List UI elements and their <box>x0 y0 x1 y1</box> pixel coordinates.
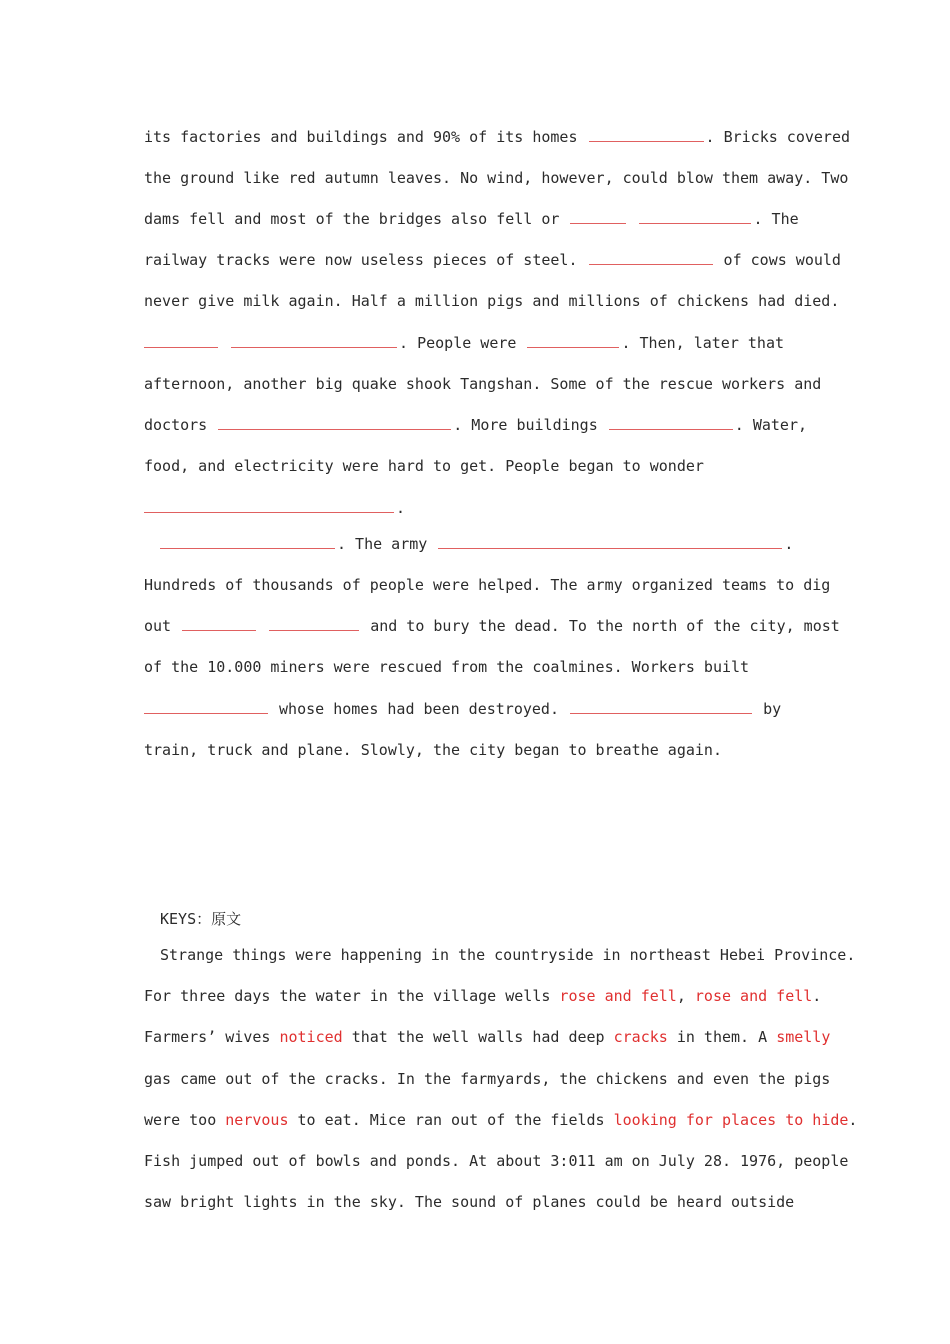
answer-blank[interactable] <box>218 428 451 430</box>
exercise-line-10: . <box>144 498 405 518</box>
exercise-line-5: never give milk again. Half a million pigs and millions of chickens had died. <box>144 292 840 310</box>
keys-line-5: were too nervous to eat. Mice ran out of the fields looking for places to hide. <box>144 1111 858 1129</box>
answer-text: smelly <box>776 1028 831 1046</box>
exercise-line-9: food, and electricity were hard to get. People began to wonder <box>144 457 704 475</box>
exercise-line-8: doctors . More buildings . Water, <box>144 416 808 434</box>
keys-line-1: Strange things were happening in the countryside in northeast Hebei Province. <box>160 946 856 964</box>
exercise-line-11: . The army . <box>160 534 793 554</box>
answer-blank[interactable] <box>570 712 752 714</box>
answer-blank[interactable] <box>570 222 626 224</box>
keys-line-2: For three days the water in the village wells rose and fell, rose and fell. <box>144 987 822 1005</box>
exercise-line-2: the ground like red autumn leaves. No wind, however, could blow them away. Two <box>144 169 849 187</box>
answer-blank[interactable] <box>609 428 733 430</box>
keys-heading: KEYS：原文 <box>160 910 242 928</box>
keys-line-7: saw bright lights in the sky. The sound of planes could be heard outside <box>144 1193 795 1211</box>
answer-blank[interactable] <box>144 511 394 513</box>
answer-text: looking for places to hide <box>613 1111 849 1129</box>
answer-blank[interactable] <box>144 346 218 348</box>
answer-blank[interactable] <box>438 547 782 549</box>
exercise-line-3: dams fell and most of the bridges also fell or . The <box>144 210 799 228</box>
answer-blank[interactable] <box>527 346 619 348</box>
answer-blank[interactable] <box>144 712 268 714</box>
exercise-line-16: train, truck and plane. Slowly, the city began to breathe again. <box>144 741 722 759</box>
answer-text: rose and fell <box>559 987 677 1005</box>
exercise-line-4: railway tracks were now useless pieces of steel. of cows would <box>144 251 841 269</box>
keys-line-6: Fish jumped out of bowls and ponds. At about 3:011 am on July 28. 1976, people <box>144 1152 849 1170</box>
answer-blank[interactable] <box>231 346 397 348</box>
answer-text: cracks <box>613 1028 668 1046</box>
answer-text: rose and fell <box>694 987 813 1005</box>
answer-text: nervous <box>225 1111 289 1129</box>
answer-blank[interactable] <box>589 140 704 142</box>
exercise-line-13: out and to bury the dead. To the north of the city, most <box>144 617 840 635</box>
answer-blank[interactable] <box>269 629 359 631</box>
exercise-line-1: its factories and buildings and 90% of its homes . Bricks covered <box>144 128 851 146</box>
exercise-line-14: of the 10.000 miners were rescued from the coalmines. Workers built <box>144 658 750 676</box>
answer-blank[interactable] <box>589 263 713 265</box>
answer-blank[interactable] <box>182 629 256 631</box>
exercise-line-12: Hundreds of thousands of people were helped. The army organized teams to dig <box>144 576 831 594</box>
answer-blank[interactable] <box>160 547 335 549</box>
answer-text: noticed <box>279 1028 343 1046</box>
answer-blank[interactable] <box>639 222 751 224</box>
exercise-line-15: whose homes had been destroyed. by <box>144 699 781 719</box>
keys-line-4: gas came out of the cracks. In the farmyards, the chickens and even the pigs <box>144 1070 831 1088</box>
exercise-line-6: . People were . Then, later that <box>144 333 784 353</box>
keys-line-3: Farmers’ wives noticed that the well walls had deep cracks in them. A smelly <box>144 1028 831 1046</box>
exercise-line-7: afternoon, another big quake shook Tangshan. Some of the rescue workers and <box>144 375 822 393</box>
